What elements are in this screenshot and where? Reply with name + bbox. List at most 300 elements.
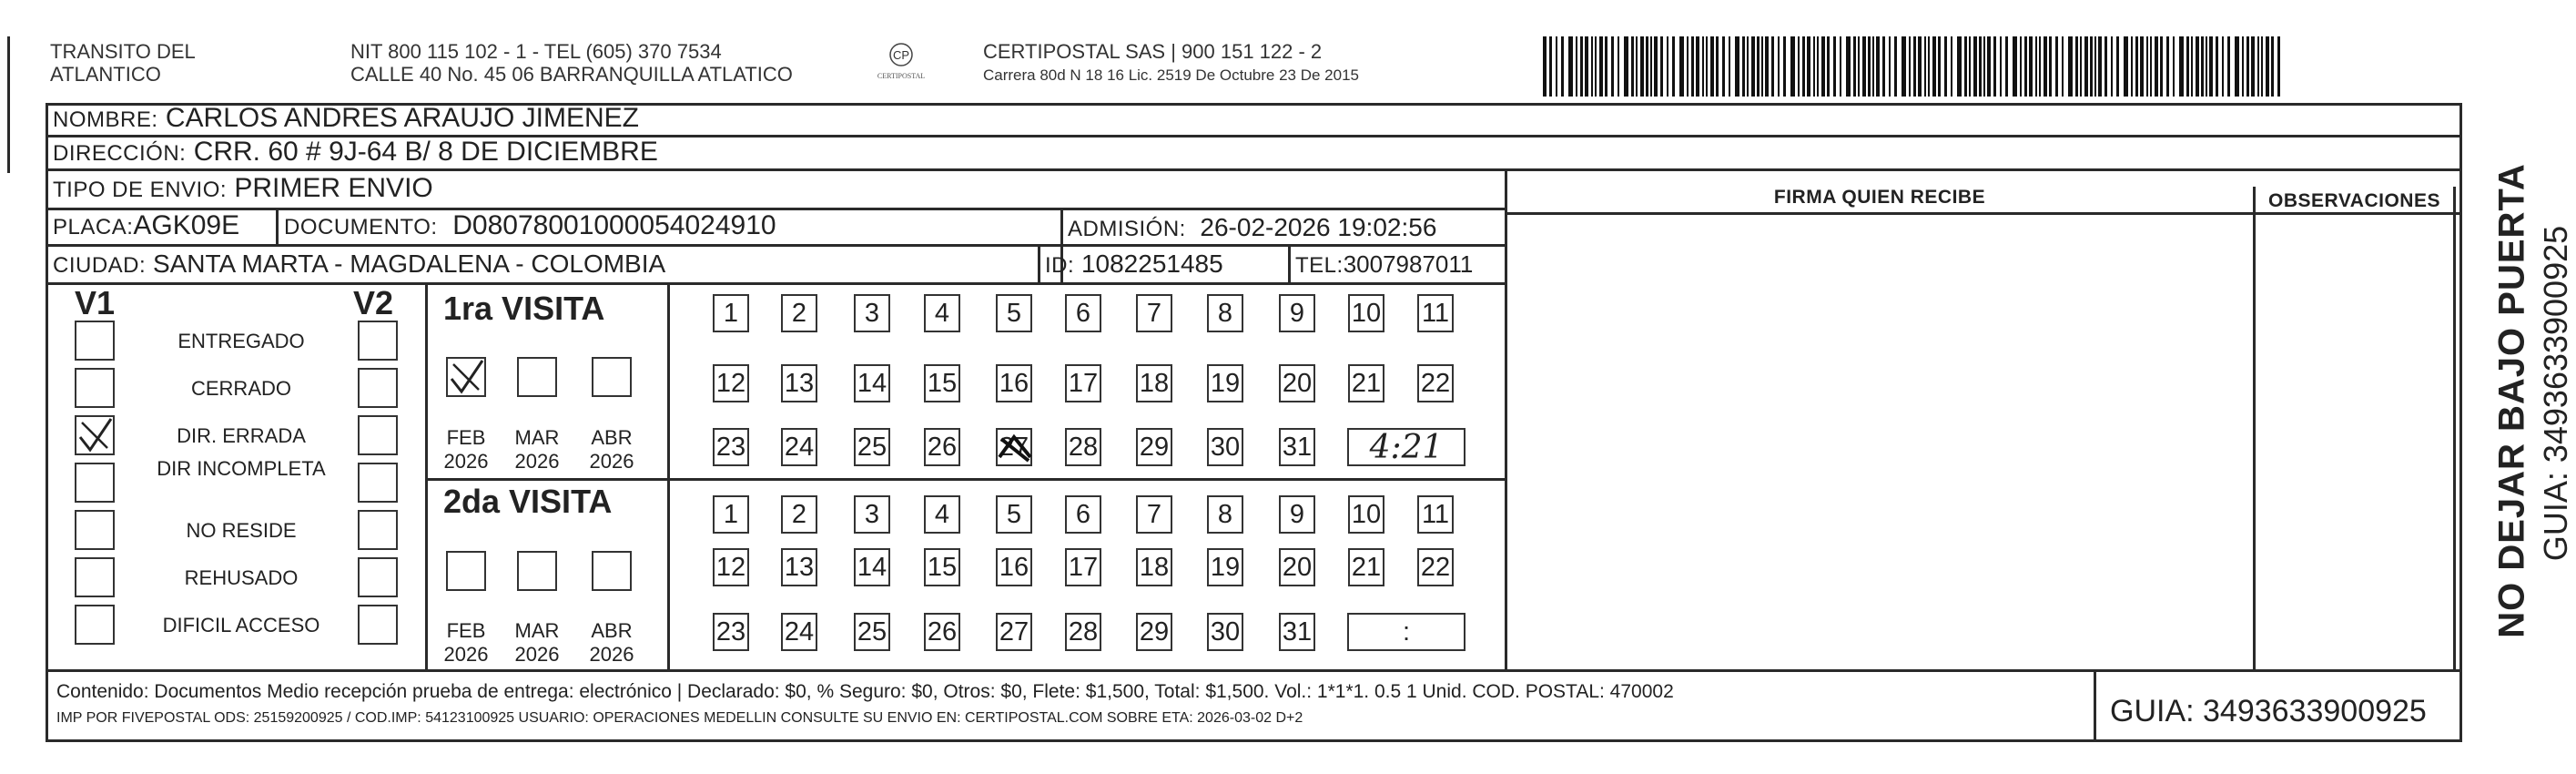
barcode-bar bbox=[1928, 36, 1930, 97]
day-number: 22 bbox=[1420, 368, 1451, 398]
day-box[interactable] bbox=[713, 294, 749, 332]
day-number: 1 bbox=[723, 499, 739, 529]
day-number: 16 bbox=[999, 552, 1029, 582]
day-number: 12 bbox=[715, 368, 746, 398]
v1-checkbox[interactable] bbox=[75, 510, 115, 550]
day-number: 20 bbox=[1282, 368, 1313, 398]
barcode-bar bbox=[1580, 36, 1583, 97]
v2-checkbox[interactable] bbox=[358, 321, 398, 361]
month-year: 2026 bbox=[443, 643, 489, 666]
visit-divider bbox=[425, 478, 1505, 481]
day-number: 31 bbox=[1282, 616, 1313, 647]
barcode-bar bbox=[1729, 36, 1730, 97]
id-field: ID: 1082251485 bbox=[1045, 250, 1223, 278]
row-divider bbox=[1506, 212, 2462, 215]
barcode-bar bbox=[1591, 36, 1593, 97]
day-box[interactable] bbox=[1207, 613, 1243, 651]
day-number: 13 bbox=[784, 552, 815, 582]
day-number: 8 bbox=[1217, 499, 1233, 529]
barcode-bar bbox=[2111, 36, 2113, 97]
day-box[interactable] bbox=[1136, 364, 1172, 402]
day-box[interactable] bbox=[1207, 364, 1243, 402]
day-number: 5 bbox=[1006, 499, 1022, 529]
month-year: 2026 bbox=[589, 643, 634, 666]
day-box[interactable] bbox=[1279, 428, 1315, 466]
day-box[interactable] bbox=[996, 428, 1032, 466]
day-box[interactable] bbox=[996, 548, 1032, 586]
day-box[interactable] bbox=[1136, 613, 1172, 651]
month-label bbox=[510, 426, 564, 474]
barcode-bar bbox=[2146, 36, 2148, 97]
barcode-bar bbox=[2090, 36, 2093, 97]
day-number: 12 bbox=[715, 552, 746, 582]
day-box[interactable] bbox=[924, 294, 960, 332]
v2-checkbox[interactable] bbox=[358, 463, 398, 503]
day-box[interactable] bbox=[713, 613, 749, 651]
barcode-bar bbox=[1747, 36, 1749, 97]
barcode-bar bbox=[2266, 36, 2269, 97]
month-year: 2026 bbox=[514, 643, 560, 666]
day-box[interactable] bbox=[1279, 364, 1315, 402]
day-number: 31 bbox=[1282, 432, 1313, 462]
month-name: ABR bbox=[591, 426, 633, 449]
month-name: FEB bbox=[446, 426, 486, 449]
day-box[interactable] bbox=[1065, 428, 1101, 466]
certipostal-logo bbox=[865, 42, 938, 84]
day-box[interactable] bbox=[996, 364, 1032, 402]
v2-checkbox[interactable] bbox=[358, 510, 398, 550]
barcode-bar bbox=[2173, 36, 2175, 97]
barcode-bar bbox=[1889, 36, 1891, 97]
barcode-bar bbox=[1702, 36, 1704, 97]
company-info: CERTIPOSTAL SAS | 900 151 122 - 2 Carrera 80d N 18 16 Lic. 2519 De Octubre 23 De 2015 bbox=[983, 40, 1359, 84]
barcode-bar bbox=[2209, 36, 2213, 97]
day-box[interactable] bbox=[781, 428, 817, 466]
day-box[interactable] bbox=[854, 613, 890, 651]
barcode-bar bbox=[1957, 36, 1962, 97]
barcode-bar bbox=[1640, 36, 1644, 97]
day-number: 3 bbox=[864, 499, 880, 529]
day-box[interactable] bbox=[854, 364, 890, 402]
col-divider bbox=[667, 282, 670, 669]
v1-checkbox[interactable] bbox=[75, 463, 115, 503]
day-box[interactable] bbox=[1279, 548, 1315, 586]
barcode-bar bbox=[1568, 36, 1573, 97]
barcode-bar bbox=[1585, 36, 1588, 97]
barcode-bar bbox=[2104, 36, 2107, 97]
day-box[interactable] bbox=[781, 364, 817, 402]
day-number: 17 bbox=[1068, 368, 1099, 398]
row-divider bbox=[46, 669, 2462, 672]
day-box[interactable] bbox=[996, 294, 1032, 332]
barcode-bar bbox=[1979, 36, 1982, 97]
day-box[interactable] bbox=[781, 548, 817, 586]
month-checkbox[interactable] bbox=[517, 551, 557, 591]
barcode-bar bbox=[2116, 36, 2119, 97]
day-number: 25 bbox=[857, 616, 887, 647]
barcode-bar bbox=[2246, 36, 2249, 97]
day-number: 23 bbox=[715, 616, 746, 647]
barcode-bar bbox=[2055, 36, 2058, 97]
day-box[interactable] bbox=[781, 613, 817, 651]
day-box[interactable] bbox=[1065, 613, 1101, 651]
day-number: 30 bbox=[1210, 432, 1241, 462]
barcode-bar bbox=[2206, 36, 2207, 97]
day-box[interactable] bbox=[1065, 364, 1101, 402]
day-box[interactable] bbox=[1348, 495, 1384, 534]
barcode-bar bbox=[1654, 36, 1658, 97]
first-visit-time[interactable]: 4:21 bbox=[1347, 428, 1465, 466]
day-box[interactable] bbox=[854, 548, 890, 586]
barcode-bar bbox=[1646, 36, 1648, 97]
v1-checkbox[interactable] bbox=[75, 605, 115, 645]
barcode-bar bbox=[1894, 36, 1897, 97]
barcode-bar bbox=[2094, 36, 2096, 97]
day-number: 15 bbox=[927, 368, 958, 398]
day-box[interactable] bbox=[713, 495, 749, 534]
barcode-bar bbox=[2257, 36, 2259, 97]
day-number: 29 bbox=[1139, 616, 1170, 647]
admission-field: ADMISIÓN: 26-02-2026 19:02:56 bbox=[1068, 213, 1437, 241]
day-box[interactable] bbox=[1348, 364, 1384, 402]
barcode-bar bbox=[1868, 36, 1871, 97]
barcode-bar bbox=[1679, 36, 1684, 97]
barcode-bar bbox=[1757, 36, 1760, 97]
day-box[interactable] bbox=[924, 548, 960, 586]
barcode-bar bbox=[2242, 36, 2244, 97]
day-box[interactable] bbox=[713, 428, 749, 466]
second-visit-time[interactable]: : bbox=[1347, 613, 1465, 651]
day-number: 26 bbox=[927, 616, 958, 647]
day-number: 24 bbox=[784, 432, 815, 462]
col-divider bbox=[2094, 669, 2096, 742]
barcode-bar bbox=[2160, 36, 2163, 97]
day-number: 14 bbox=[857, 552, 887, 582]
day-number: 6 bbox=[1075, 298, 1091, 328]
barcode-bar bbox=[1993, 36, 1996, 97]
barcode-bar bbox=[2098, 36, 2102, 97]
barcode-bar bbox=[1549, 36, 1552, 97]
second-visit-title: 2da VISITA bbox=[443, 483, 613, 520]
month-checkbox[interactable] bbox=[517, 357, 557, 397]
barcode-bar bbox=[1561, 36, 1564, 97]
day-box[interactable] bbox=[1065, 294, 1101, 332]
side-panel bbox=[2462, 137, 2576, 665]
month-year: 2026 bbox=[443, 450, 489, 473]
day-number: 16 bbox=[999, 368, 1029, 398]
day-number: 28 bbox=[1068, 432, 1099, 462]
barcode-bar bbox=[2049, 36, 2052, 97]
day-number: 7 bbox=[1146, 298, 1162, 328]
barcode-bar bbox=[1783, 36, 1786, 97]
day-box[interactable] bbox=[1136, 548, 1172, 586]
month-label bbox=[439, 426, 493, 474]
v2-checkbox[interactable] bbox=[358, 605, 398, 645]
v2-checkbox[interactable] bbox=[358, 557, 398, 597]
day-number: 11 bbox=[1421, 499, 1450, 529]
day-number: 2 bbox=[791, 298, 807, 328]
day-box[interactable] bbox=[1417, 294, 1454, 332]
status-option-label: REHUSADO bbox=[184, 566, 299, 589]
day-box[interactable] bbox=[1136, 495, 1172, 534]
day-number: 23 bbox=[715, 432, 746, 462]
barcode-bar bbox=[1858, 36, 1860, 97]
barcode-bar bbox=[2062, 36, 2064, 97]
barcode-bar bbox=[2124, 36, 2128, 97]
day-box[interactable] bbox=[1065, 495, 1101, 534]
day-box[interactable] bbox=[1417, 364, 1454, 402]
day-number: 2 bbox=[791, 499, 807, 529]
barcode-bar bbox=[2201, 36, 2204, 97]
svg-text:CP: CP bbox=[892, 48, 910, 62]
day-box[interactable] bbox=[1417, 548, 1454, 586]
month-checkbox[interactable] bbox=[592, 357, 632, 397]
barcode-bar bbox=[2000, 36, 2002, 97]
shipment-type-field: TIPO DE ENVIO: PRIMER ENVIO bbox=[53, 173, 433, 203]
barcode-bar bbox=[1605, 36, 1607, 97]
month-label bbox=[584, 619, 639, 667]
day-number: 8 bbox=[1217, 298, 1233, 328]
barcode-bar bbox=[1778, 36, 1780, 97]
day-number: 4 bbox=[934, 499, 950, 529]
barcode-bar bbox=[1751, 36, 1755, 97]
month-year: 2026 bbox=[589, 450, 634, 473]
day-number: 19 bbox=[1210, 552, 1241, 582]
status-option-label: CERRADO bbox=[190, 377, 291, 400]
barcode-bar bbox=[1595, 36, 1597, 97]
barcode-bar bbox=[1969, 36, 1971, 97]
barcode-bar bbox=[2044, 36, 2047, 97]
barcode-bar bbox=[1735, 36, 1739, 97]
v1-checkbox[interactable] bbox=[75, 415, 115, 455]
address-field: DIRECCIÓN: CRR. 60 # 9J-64 B/ 8 DE DICIEMBRE bbox=[53, 137, 658, 167]
barcode-bar bbox=[1660, 36, 1663, 97]
month-checkbox[interactable] bbox=[446, 357, 486, 397]
barcode-bar bbox=[1983, 36, 1985, 97]
cut-mark bbox=[7, 36, 10, 173]
barcode-bar bbox=[1716, 36, 1719, 97]
barcode-bar bbox=[1687, 36, 1689, 97]
day-box[interactable] bbox=[854, 428, 890, 466]
barcode-bar bbox=[1722, 36, 1725, 97]
v2-checkbox[interactable] bbox=[358, 368, 398, 408]
barcode-bar bbox=[1636, 36, 1638, 97]
day-box[interactable] bbox=[1207, 548, 1243, 586]
barcode-bar bbox=[2024, 36, 2027, 97]
day-number: 6 bbox=[1075, 499, 1091, 529]
day-number: 11 bbox=[1421, 298, 1450, 328]
day-number: 27 bbox=[999, 616, 1029, 647]
barcode-bar bbox=[2186, 36, 2189, 97]
barcode-bar bbox=[2029, 36, 2033, 97]
day-number: 14 bbox=[857, 368, 887, 398]
barcode-bar bbox=[1696, 36, 1699, 97]
month-checkbox[interactable] bbox=[446, 551, 486, 591]
barcode-bar bbox=[1543, 36, 1547, 97]
barcode-bar bbox=[2035, 36, 2037, 97]
barcode-bar bbox=[1813, 36, 1815, 97]
barcode-bar bbox=[1710, 36, 1714, 97]
day-box[interactable] bbox=[1348, 294, 1384, 332]
day-number: 18 bbox=[1139, 552, 1170, 582]
v1-checkbox[interactable] bbox=[75, 321, 115, 361]
barcode-bar bbox=[1862, 36, 1866, 97]
day-number: 24 bbox=[784, 616, 815, 647]
barcode-bar bbox=[1576, 36, 1577, 97]
barcode-bar bbox=[2196, 36, 2199, 97]
day-box[interactable] bbox=[1136, 428, 1172, 466]
barcode-bar bbox=[1876, 36, 1880, 97]
barcode-bar bbox=[1909, 36, 1911, 97]
content-summary: Contenido: Documentos Medio recepción prueba de entrega: electrónico | Declarado: $0, % Seguro: $0, Otros: $0, Flete: $1,500, Total: $1,500. Vol.: 1*1*1. 0.5 1 Unid. COD. POSTAL: 470002 bbox=[56, 681, 1674, 702]
barcode-bar bbox=[2155, 36, 2158, 97]
barcode-bar bbox=[2222, 36, 2224, 97]
month-name: MAR bbox=[514, 619, 560, 642]
barcode-bar bbox=[2251, 36, 2255, 97]
day-number: 1 bbox=[723, 298, 739, 328]
barcode-bar bbox=[1798, 36, 1800, 97]
day-box[interactable] bbox=[781, 495, 817, 534]
day-box[interactable] bbox=[1207, 495, 1243, 534]
month-name: MAR bbox=[514, 426, 560, 449]
day-box[interactable] bbox=[924, 613, 960, 651]
barcode-bar bbox=[2140, 36, 2144, 97]
barcode-bar bbox=[1817, 36, 1819, 97]
day-box[interactable] bbox=[1207, 294, 1243, 332]
first-visit-title: 1ra VISITA bbox=[443, 290, 605, 327]
day-box[interactable] bbox=[781, 294, 817, 332]
barcode-bar bbox=[2216, 36, 2218, 97]
day-box[interactable] bbox=[924, 364, 960, 402]
day-number: 22 bbox=[1420, 552, 1451, 582]
day-box[interactable] bbox=[996, 613, 1032, 651]
day-box[interactable] bbox=[713, 548, 749, 586]
col-divider bbox=[1038, 244, 1040, 282]
month-name: ABR bbox=[591, 619, 633, 642]
day-box[interactable] bbox=[1279, 495, 1315, 534]
status-option-label: NO RESIDE bbox=[186, 519, 297, 542]
barcode-bar bbox=[1827, 36, 1830, 97]
no-door-warning: NO DEJAR BAJO PUERTA bbox=[2491, 163, 2532, 638]
col-divider bbox=[2453, 187, 2456, 669]
day-number: 10 bbox=[1351, 298, 1382, 328]
day-box[interactable] bbox=[854, 294, 890, 332]
month-label bbox=[584, 426, 639, 474]
day-box[interactable] bbox=[1279, 613, 1315, 651]
barcode-bar bbox=[1765, 36, 1769, 97]
city-field: CIUDAD: SANTA MARTA - MAGDALENA - COLOMBIA bbox=[53, 250, 666, 278]
barcode-bar bbox=[2277, 36, 2280, 97]
day-number: 18 bbox=[1139, 368, 1170, 398]
name-field: NOMBRE: CARLOS ANDRES ARAUJO JIMENEZ bbox=[53, 103, 639, 133]
day-number: 19 bbox=[1210, 368, 1241, 398]
barcode-bar bbox=[1667, 36, 1668, 97]
month-year: 2026 bbox=[514, 450, 560, 473]
status-option-label: DIR INCOMPLETA bbox=[157, 457, 326, 480]
barcode-bar bbox=[1987, 36, 1991, 97]
day-number: 30 bbox=[1210, 616, 1241, 647]
barcode-bar bbox=[1918, 36, 1922, 97]
barcode-bar bbox=[2179, 36, 2184, 97]
day-box[interactable] bbox=[854, 495, 890, 534]
barcode-bar bbox=[1599, 36, 1603, 97]
tel-field: TEL:3007987011 bbox=[1295, 250, 1474, 278]
col-divider bbox=[276, 208, 279, 244]
barcode-bar bbox=[1807, 36, 1810, 97]
day-number: 9 bbox=[1289, 499, 1305, 529]
day-box[interactable] bbox=[713, 364, 749, 402]
sender-name: TRANSITO DEL ATLANTICO bbox=[50, 40, 196, 86]
barcode-bar bbox=[1631, 36, 1634, 97]
day-number: 3 bbox=[864, 298, 880, 328]
barcode-bar bbox=[1691, 36, 1694, 97]
plate-field: PLACA:AGK09E bbox=[53, 210, 240, 240]
sender-contact: NIT 800 115 102 - 1 - TEL (605) 370 7534 CALLE 40 No. 45 06 BARRANQUILLA ATLATICO bbox=[350, 40, 793, 86]
day-box[interactable] bbox=[1065, 548, 1101, 586]
barcode-bar bbox=[1882, 36, 1885, 97]
col-divider bbox=[1288, 244, 1291, 282]
v1-label: V1 bbox=[75, 284, 116, 321]
barcode-bar bbox=[2166, 36, 2169, 97]
day-number: 21 bbox=[1351, 552, 1382, 582]
barcode-bar bbox=[1761, 36, 1763, 97]
day-box[interactable] bbox=[1136, 294, 1172, 332]
barcode-bar bbox=[2013, 36, 2017, 97]
day-box[interactable] bbox=[1279, 294, 1315, 332]
month-checkbox[interactable] bbox=[592, 551, 632, 591]
barcode-bar bbox=[2150, 36, 2152, 97]
day-box[interactable] bbox=[924, 495, 960, 534]
day-number: 13 bbox=[784, 368, 815, 398]
barcode-bar bbox=[1742, 36, 1745, 97]
day-number: 27 bbox=[999, 432, 1029, 462]
barcode-bar bbox=[2039, 36, 2041, 97]
barcode-bar bbox=[1932, 36, 1936, 97]
day-number: 17 bbox=[1068, 552, 1099, 582]
day-box[interactable] bbox=[924, 428, 960, 466]
v1-checkbox[interactable] bbox=[75, 557, 115, 597]
barcode-bar bbox=[1833, 36, 1836, 97]
v2-label: V2 bbox=[353, 284, 394, 321]
status-option-label: DIR. ERRADA bbox=[177, 424, 306, 447]
barcode-bar bbox=[2235, 36, 2239, 97]
barcode-bar bbox=[1840, 36, 1841, 97]
col-divider bbox=[425, 282, 428, 669]
day-box[interactable] bbox=[1207, 428, 1243, 466]
v2-checkbox[interactable] bbox=[358, 415, 398, 455]
barcode-bar bbox=[1650, 36, 1652, 97]
barcode-bar bbox=[1913, 36, 1916, 97]
month-label bbox=[439, 619, 493, 667]
barcode-bar bbox=[2020, 36, 2022, 97]
barcode-bar bbox=[1973, 36, 1977, 97]
day-number: 7 bbox=[1146, 499, 1162, 529]
barcode bbox=[1543, 36, 2280, 97]
day-box[interactable] bbox=[1348, 548, 1384, 586]
row-divider bbox=[46, 282, 1506, 285]
day-box[interactable] bbox=[1417, 495, 1454, 534]
barcode-bar bbox=[1624, 36, 1628, 97]
day-box[interactable] bbox=[996, 495, 1032, 534]
barcode-bar bbox=[2068, 36, 2073, 97]
v1-checkbox[interactable] bbox=[75, 368, 115, 408]
barcode-bar bbox=[2191, 36, 2193, 97]
print-info: IMP POR FIVEPOSTAL ODS: 25159200925 / COD.IMP: 54123100925 USUARIO: OPERACIONES MEDELLIN CONSULTE SU ENVIO EN: CERTIPOSTAL.COM SOBRE ETA: 2026-03-02 D+2 bbox=[56, 710, 1303, 726]
status-option-label: ENTREGADO bbox=[177, 330, 305, 352]
day-number: 21 bbox=[1351, 368, 1382, 398]
barcode-bar bbox=[1556, 36, 1557, 97]
day-number: 20 bbox=[1282, 552, 1313, 582]
